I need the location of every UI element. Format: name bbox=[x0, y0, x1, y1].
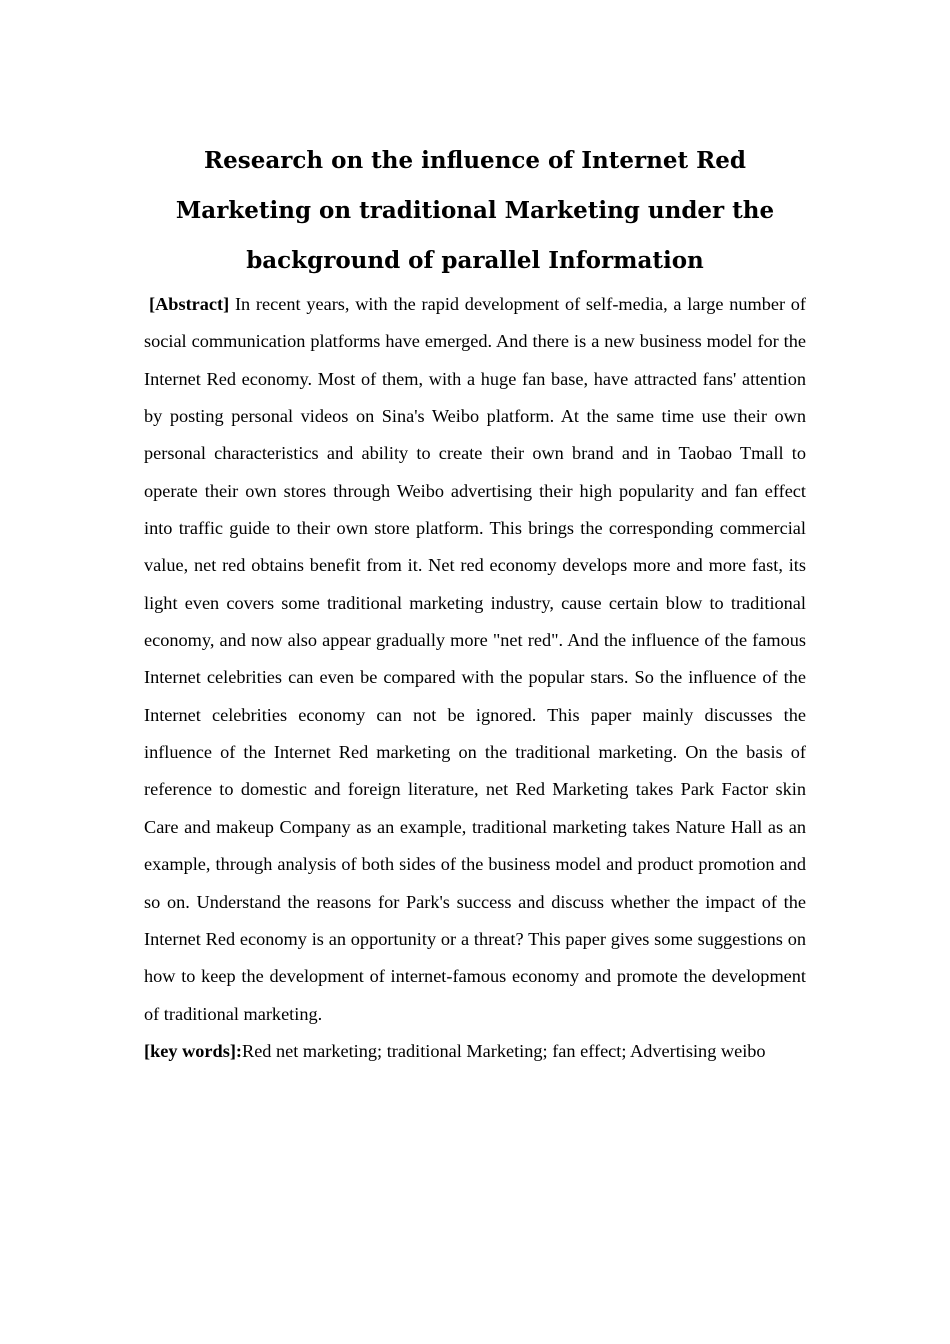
keywords-paragraph bbox=[144, 1033, 806, 1070]
paper-title: Research on the influence of Internet Red Marketing on traditional Marketing under the background of parallel Information bbox=[175, 147, 775, 274]
document-page bbox=[144, 136, 806, 1070]
abstract-paragraph bbox=[144, 286, 806, 1033]
abstract-text: In recent years, with the rapid development of self-media, a large number of social communication platforms have emerged. And there is a new business model for the Internet Red economy. Most of them, with a huge fan base, have attracted fans' attention by posting personal videos on Sina's Weibo platform. At the same time use their own personal characteristics and ability to create their own brand and in Taobao Tmall to operate their own stores through Weibo advertising their high popularity and fan effect into traffic guide to their own store platform. This brings the corresponding commercial value, net red obtains benefit from it. Net red economy develops more and more fast, its light even covers some traditional marketing industry, cause certain blow to traditional economy, and now also appear gradually more "net red". And the influence of the famous Internet celebrities can even be compared with the popular stars. So the influence of the Internet celebrities economy can not be ignored. This paper mainly discusses the influence of the Internet Red marketing on the traditional marketing. On the basis of reference to domestic and foreign literature, net Red Marketing takes Park Factor skin Care and makeup Company as an example, traditional marketing takes Nature Hall as an example, through analysis of both sides of the business model and product promotion and so on. Understand the reasons for Park's success and discuss whether the impact of the Internet Red economy is an opportunity or a threat? This paper gives some suggestions on how to keep the development of internet-famous economy and promote the development of traditional marketing. bbox=[144, 294, 806, 1024]
abstract-label: [Abstract] bbox=[149, 294, 230, 314]
keywords-text: Red net marketing; traditional Marketing; fan effect; Advertising weibo bbox=[242, 1040, 766, 1061]
keywords-label: [key words]: bbox=[144, 1040, 242, 1061]
